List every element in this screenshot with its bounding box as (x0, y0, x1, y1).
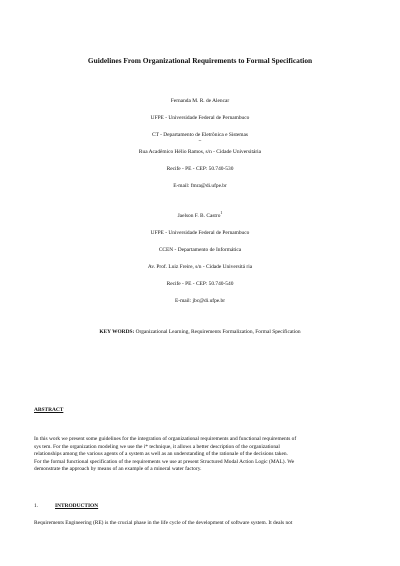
author1-name: Fernanda M. R. de Alencar (170, 98, 230, 104)
introduction-paragraph (34, 520, 368, 528)
introduction-number: 1. (34, 503, 39, 509)
abstract-line: demonstrate the approach by means of an example of a mineral water factory. (34, 466, 202, 473)
author1-email: E-mail: fmra@di.ufpe.br (173, 183, 227, 189)
author2-footnote-mark: 1 (220, 210, 223, 216)
abstract-paragraph (34, 436, 368, 474)
author1-affiliation-university: UFPE - Universidade Federal de Pernambuco (150, 115, 250, 121)
introduction-line: Requirements Engineering (RE) is the crucial phase in the life cycle of the development of software system. It deals not (34, 520, 293, 526)
abstract-heading: ABSTRACT (34, 407, 64, 413)
keywords-text: Organizational Learning, Requirements Formalization, Formal Specification (134, 329, 301, 335)
author2-name-line (0, 210, 400, 219)
author2-affiliation-department: CCEN - Departamento de Informática (158, 247, 242, 253)
author1-tilde-mark: ~ (198, 139, 202, 144)
abstract-line: relationships among the various agents of a system as well as an understanding of the rationale of the decisions taken. (34, 451, 288, 458)
author2-affiliation-university: UFPE - Universidade Federal de Pernambuco (150, 230, 250, 236)
author2-email: E-mail: jbc@di.ufpe.br (174, 298, 226, 304)
author1-affiliation-department: CT - Departamento de Eletrônica e Sistemas (151, 132, 248, 138)
author2-city: Recife - PE - CEP: 50.740-540 (166, 281, 234, 287)
keywords-label: KEY WORDS: (99, 329, 135, 335)
paper-title: Guidelines From Organizational Requirements to Formal Specification (87, 56, 313, 65)
abstract-line: For the formal functional specification of the requirements we use at present Structured Modal Action Logic (MAL). We (34, 458, 295, 465)
abstract-line: sys tem. For the organization modeling we use the i* technique, it allows a better description of the organizational (34, 443, 280, 450)
abstract-line: In this work we present some guidelines for the integration of organizational requirements and functional requirements of (34, 436, 297, 442)
keywords-line (0, 329, 400, 335)
author1-address: Rua Acadêmico Hélio Ramos, s/n - Cidade Universitária (138, 149, 262, 155)
introduction-heading: INTRODUCTION (55, 503, 99, 509)
author1-city: Recife - PE - CEP: 50.740-530 (166, 166, 234, 172)
author2-name: Jaelson F. B. Castro (177, 213, 221, 219)
author2-address: Av. Prof. Luiz Freire, s/n - Cidade Universitá ria (147, 264, 253, 270)
